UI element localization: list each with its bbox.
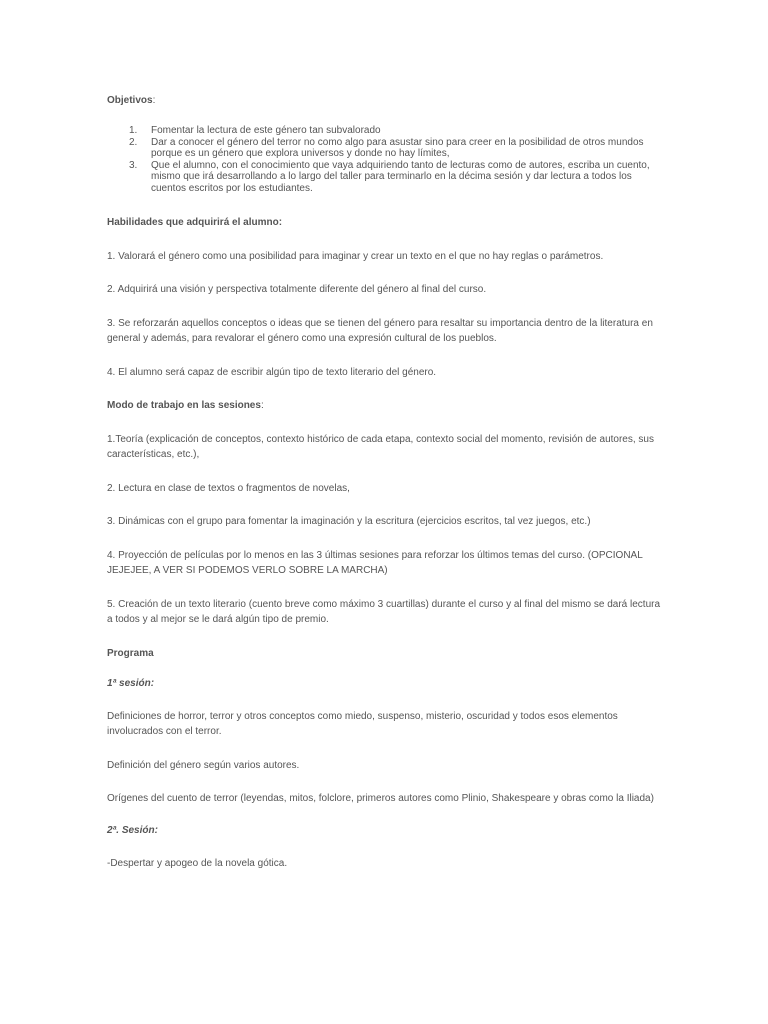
list-item-text: Fomentar la lectura de este género tan subvalorado: [151, 125, 381, 136]
program-heading: Programa: [107, 648, 154, 659]
skills-item-1: 1. Valorará el género como una posibilidad para imaginar y crear un texto en el que no hay reglas o parámetros.: [107, 251, 604, 262]
session-1-title: 1ª sesión:: [107, 678, 155, 689]
work-mode-item-3: 3. Dinámicas con el grupo para fomentar la imaginación y la escritura (ejercicios escritos, tal vez juegos, etc.): [107, 516, 591, 527]
skills-item-4: 4. El alumno será capaz de escribir algún tipo de texto literario del género.: [107, 367, 437, 378]
objectives-list: [107, 125, 667, 194]
objectives-heading: [107, 93, 662, 108]
work-mode-heading: [107, 398, 662, 413]
skills-item-2: 2. Adquirirá una visión y perspectiva totalmente diferente del género al final del curso.: [107, 284, 487, 295]
work-mode-item-2: 2. Lectura en clase de textos o fragmentos de novelas,: [107, 483, 350, 494]
session-2-item-1: -Despertar y apogeo de la novela gótica.: [107, 858, 288, 869]
session-2-title: 2ª. Sesión:: [107, 825, 158, 836]
work-mode-heading-label: Modo de trabajo en las sesiones: [107, 400, 261, 411]
list-item: [107, 125, 667, 137]
list-item: [107, 137, 667, 160]
list-item-number: 1.: [129, 125, 138, 136]
list-item: [107, 160, 667, 195]
list-item-text: Dar a conocer el género del terror no como algo para asustar sino para creer en la posibilidad de otros mundos porque es un género que explora universos y donde no hay límites,: [151, 136, 644, 159]
session-1-item-3: Orígenes del cuento de terror (leyendas, mitos, folclore, primeros autores como Plinio, Shakespeare y obras como la Iliada): [107, 793, 654, 804]
work-mode-heading-colon: :: [260, 400, 264, 411]
work-mode-item-5: 5. Creación de un texto literario (cuento breve como máximo 3 cuartillas) durante el curso y al final del mismo se dará lectura a todos y al mejor se le dará algún tipo de premio.: [107, 599, 661, 625]
list-item-number: 2.: [129, 136, 138, 148]
skills-item-3: 3. Se reforzarán aquellos conceptos o ideas que se tienen del género para resaltar su importancia dentro de la literatura en general y además, para revalorar el género como una expresión cultural de los pueblos.: [107, 318, 653, 344]
session-1-item-2: Definición del género según varios autores.: [107, 760, 300, 771]
skills-heading: Habilidades que adquirirá el alumno:: [107, 217, 283, 228]
work-mode-item-4: 4. Proyección de películas por lo menos en las 3 últimas sesiones para reforzar los últimos temas del curso. (OPCIONAL JEJEJEE, A VER SI PODEMOS VERLO SOBRE LA MARCHA): [107, 550, 643, 576]
list-item-number: 3.: [129, 159, 138, 171]
objectives-heading-colon: :: [152, 95, 156, 106]
objectives-heading-label: Objetivos: [107, 95, 153, 106]
list-item-text: Que el alumno, con el conocimiento que vaya adquiriendo tanto de lecturas como de autores, escriba un cuento, mismo que irá desarrollando a lo largo del taller para terminarlo en la décima sesión y dar lectura a todos los cuentos escritos por los estudiantes.: [151, 159, 650, 194]
work-mode-item-1: 1.Teoría (explicación de conceptos, contexto histórico de cada etapa, contexto social del momento, revisión de autores, sus características, etc.),: [107, 434, 654, 460]
session-1-item-1: Definiciones de horror, terror y otros conceptos como miedo, suspenso, misterio, oscuridad y todos esos elementos involucrados con el terror.: [107, 711, 618, 737]
